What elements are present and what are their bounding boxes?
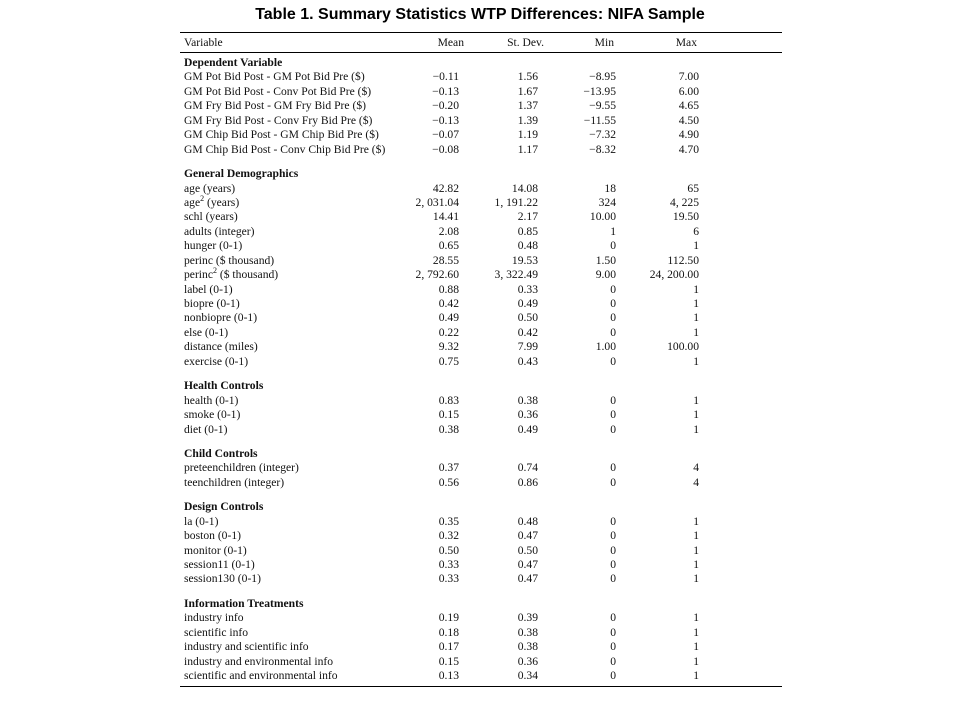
table-row (180, 210, 782, 224)
st-dev-value: 19.53 (511, 253, 538, 267)
table-row (180, 408, 782, 422)
st-dev-value: 1.39 (517, 113, 538, 127)
variable-label (184, 114, 372, 128)
mean-value: 0.18 (438, 625, 459, 639)
table-row (180, 611, 782, 625)
min-value: 0 (610, 611, 616, 625)
variable-label (184, 394, 238, 408)
mean-value: 0.56 (438, 475, 459, 489)
section-title-row (180, 447, 782, 461)
min-value: 0 (610, 422, 616, 436)
st-dev-value: 0.38 (517, 640, 538, 654)
min-value: 0 (610, 514, 616, 528)
variable-label-text: teenchildren (integer) (184, 475, 285, 489)
variable-label (184, 423, 227, 437)
mean-value: 9.32 (438, 340, 459, 354)
min-value: 0 (610, 543, 616, 557)
variable-label (184, 239, 242, 253)
section-title: General Demographics (184, 167, 299, 181)
mean-value: 0.49 (438, 311, 459, 325)
table-row (180, 423, 782, 437)
table-row (180, 529, 782, 543)
max-value: 6.00 (678, 84, 699, 98)
max-value: 1 (693, 514, 699, 528)
mean-value: 2, 792.60 (415, 268, 459, 282)
st-dev-value: 1, 191.22 (494, 195, 538, 209)
section-title: Health Controls (184, 379, 264, 393)
min-value: 0 (610, 408, 616, 422)
st-dev-value: 0.49 (517, 422, 538, 436)
st-dev-value: 1.17 (517, 142, 538, 156)
variable-label (184, 626, 248, 640)
st-dev-value: 7.99 (517, 340, 538, 354)
st-dev-value: 0.38 (517, 393, 538, 407)
table-row (180, 128, 782, 142)
st-dev-value: 14.08 (511, 181, 538, 195)
section-title: Child Controls (184, 446, 258, 460)
header-mean: Mean (437, 36, 464, 49)
min-value: −8.32 (589, 142, 616, 156)
mean-value: −0.11 (432, 70, 459, 84)
variable-label (184, 268, 278, 282)
max-value: 1 (693, 543, 699, 557)
table-row (180, 394, 782, 408)
variable-label-text: GM Fry Bid Post - Conv Fry Bid Pre ($) (184, 113, 373, 127)
mean-value: 42.82 (432, 181, 459, 195)
table-row (180, 640, 782, 654)
mean-value: 2, 031.04 (415, 195, 459, 209)
max-value: 4 (693, 475, 699, 489)
section-gap (180, 587, 782, 597)
max-value: 112.50 (667, 253, 699, 267)
max-value: 1 (693, 239, 699, 253)
st-dev-value: 2.17 (517, 210, 538, 224)
mean-value: −0.07 (432, 128, 459, 142)
section-title-row (180, 167, 782, 181)
variable-label-text: scientific and environmental info (184, 669, 338, 683)
variable-label (184, 611, 244, 625)
section-gap (180, 157, 782, 167)
section-title-row (180, 500, 782, 514)
st-dev-value: 0.48 (517, 239, 538, 253)
table-bottom-rule (180, 686, 782, 687)
table-body (180, 56, 782, 684)
mean-value: 0.22 (438, 325, 459, 339)
table-row (180, 655, 782, 669)
variable-label (184, 572, 261, 586)
table-row (180, 239, 782, 253)
variable-label-text: schl (years) (184, 210, 238, 224)
mean-value: 0.50 (438, 543, 459, 557)
variable-label-text: perinc ($ thousand) (184, 253, 275, 267)
mean-value: 0.35 (438, 514, 459, 528)
min-value: 1.00 (595, 340, 616, 354)
max-value: 19.50 (672, 210, 699, 224)
max-value: 1 (693, 282, 699, 296)
max-value: 1 (693, 640, 699, 654)
variable-label-text: preteenchildren (integer) (184, 461, 299, 475)
mean-value: 0.15 (438, 408, 459, 422)
variable-label-text: biopre (0-1) (184, 297, 240, 310)
section-title: Design Controls (184, 500, 264, 514)
variable-label-text: age (184, 195, 201, 209)
section-gap (180, 369, 782, 379)
st-dev-value: 0.38 (517, 625, 538, 639)
min-value: −11.55 (583, 113, 616, 127)
variable-label (184, 85, 371, 99)
max-value: 1 (693, 625, 699, 639)
variable-label (184, 640, 309, 654)
variable-label-text: industry info (184, 611, 244, 625)
min-value: 324 (598, 195, 616, 209)
mean-value: 14.41 (432, 210, 459, 224)
min-value: 10.00 (589, 210, 616, 224)
max-value: 4.65 (678, 99, 699, 113)
mean-value: 0.37 (438, 461, 459, 475)
table-row (180, 182, 782, 196)
min-value: 1 (610, 224, 616, 238)
variable-label (184, 408, 240, 422)
table-header-row (180, 36, 782, 50)
min-value: 9.00 (595, 268, 616, 282)
variable-label-text: GM Pot Bid Post - Conv Pot Bid Pre ($) (184, 84, 372, 98)
variable-label-text: monitor (0-1) (184, 543, 247, 557)
variable-label-text: session11 (0-1) (184, 558, 255, 571)
variable-label (184, 669, 338, 683)
min-value: −13.95 (583, 84, 616, 98)
max-value: 1 (693, 654, 699, 668)
variable-label (184, 558, 255, 572)
variable-label-text: else (0-1) (184, 325, 229, 339)
st-dev-value: 0.47 (517, 558, 538, 571)
min-value: −9.55 (589, 99, 616, 113)
variable-label (184, 196, 239, 210)
variable-label-text: industry and environmental info (184, 654, 334, 668)
max-value: 1 (693, 669, 699, 683)
variable-label-text: industry and scientific info (184, 640, 309, 654)
variable-label-text: health (0-1) (184, 393, 239, 407)
variable-label-text: session130 (0-1) (184, 572, 261, 586)
table-row (180, 196, 782, 210)
st-dev-value: 0.47 (517, 529, 538, 543)
max-value: 1 (693, 311, 699, 325)
min-value: 1.50 (595, 253, 616, 267)
variable-label-text: GM Fry Bid Post - GM Fry Bid Pre ($) (184, 99, 366, 113)
st-dev-value: 1.56 (517, 70, 538, 84)
mean-value: 0.75 (438, 354, 459, 368)
st-dev-value: 0.34 (517, 669, 538, 683)
mean-value: −0.08 (432, 142, 459, 156)
variable-label (184, 70, 365, 84)
mean-value: −0.13 (432, 113, 459, 127)
variable-label (184, 655, 333, 669)
table-row (180, 355, 782, 369)
variable-label-unit: ($ thousand) (216, 268, 279, 282)
max-value: 100.00 (667, 340, 699, 354)
st-dev-value: 0.85 (517, 224, 538, 238)
variable-label (184, 461, 299, 475)
mean-value: 28.55 (432, 253, 459, 267)
table-row (180, 85, 782, 99)
variable-label (184, 99, 366, 113)
min-value: 0 (610, 640, 616, 654)
table-row (180, 461, 782, 475)
mean-value: 0.65 (438, 239, 459, 253)
variable-label-text: GM Chip Bid Post - Conv Chip Bid Pre ($) (184, 142, 386, 156)
max-value: 4 (693, 461, 699, 475)
max-value: 4.90 (678, 128, 699, 142)
variable-label-text: scientific info (184, 625, 249, 639)
table-row (180, 572, 782, 586)
mean-value: −0.20 (432, 99, 459, 113)
variable-label (184, 182, 235, 196)
min-value: 0 (610, 475, 616, 489)
st-dev-value: 0.86 (517, 475, 538, 489)
table-row (180, 283, 782, 297)
section-title: Information Treatments (184, 596, 304, 610)
section-title-row (180, 56, 782, 70)
section-title: Dependent Variable (184, 56, 283, 69)
max-value: 1 (693, 529, 699, 543)
max-value: 1 (693, 408, 699, 422)
variable-label (184, 476, 284, 490)
mean-value: 0.15 (438, 654, 459, 668)
min-value: 0 (610, 669, 616, 683)
mean-value: 0.17 (438, 640, 459, 654)
mean-value: 0.33 (438, 572, 459, 586)
variable-label (184, 128, 379, 142)
variable-label (184, 297, 240, 311)
table-row (180, 268, 782, 282)
max-value: 1 (693, 297, 699, 310)
max-value: 1 (693, 393, 699, 407)
max-value: 1 (693, 422, 699, 436)
min-value: 0 (610, 461, 616, 475)
mean-value: 0.13 (438, 669, 459, 683)
max-value: 1 (693, 572, 699, 586)
mean-value: 0.32 (438, 529, 459, 543)
variable-label (184, 225, 255, 239)
summary-statistics-table (180, 32, 782, 687)
max-value: 6 (693, 224, 699, 238)
table-row (180, 70, 782, 84)
max-value: 4, 225 (670, 195, 699, 209)
max-value: 7.00 (678, 70, 699, 84)
mean-value: 0.42 (438, 297, 459, 310)
mean-value: −0.13 (432, 84, 459, 98)
table-row (180, 225, 782, 239)
table-row (180, 476, 782, 490)
variable-label-text: la (0-1) (184, 514, 219, 528)
variable-label (184, 283, 233, 297)
table-row (180, 254, 782, 268)
table-header-rule (180, 52, 782, 53)
min-value: 0 (610, 354, 616, 368)
max-value: 4.50 (678, 113, 699, 127)
variable-label (184, 210, 238, 224)
min-value: −7.32 (589, 128, 616, 142)
st-dev-value: 1.67 (517, 84, 538, 98)
variable-label (184, 544, 247, 558)
min-value: −8.95 (589, 70, 616, 84)
header-max: Max (675, 36, 697, 49)
st-dev-value: 0.47 (517, 572, 538, 586)
variable-label-text: smoke (0-1) (184, 408, 241, 422)
header-variable: Variable (184, 36, 223, 49)
max-value: 1 (693, 611, 699, 625)
min-value: 0 (610, 297, 616, 310)
variable-label (184, 143, 385, 157)
max-value: 1 (693, 325, 699, 339)
max-value: 24, 200.00 (649, 268, 699, 282)
table-row (180, 114, 782, 128)
min-value: 0 (610, 558, 616, 571)
page-title: Table 1. Summary Statistics WTP Differences: NIFA Sample (255, 6, 705, 23)
min-value: 0 (610, 311, 616, 325)
st-dev-value: 1.19 (517, 128, 538, 142)
variable-label-text: perinc (184, 268, 213, 282)
st-dev-value: 0.43 (517, 354, 538, 368)
st-dev-value: 0.36 (517, 654, 538, 668)
section-gap (180, 490, 782, 500)
variable-label (184, 355, 248, 369)
max-value: 65 (687, 181, 699, 195)
variable-label (184, 340, 258, 354)
st-dev-value: 0.50 (517, 543, 538, 557)
table-top-rule (180, 32, 782, 33)
st-dev-value: 0.48 (517, 514, 538, 528)
min-value: 0 (610, 325, 616, 339)
st-dev-value: 0.50 (517, 311, 538, 325)
table-row (180, 669, 782, 683)
st-dev-value: 3, 322.49 (494, 268, 538, 282)
min-value: 0 (610, 529, 616, 543)
mean-value: 0.38 (438, 422, 459, 436)
table-row (180, 326, 782, 340)
variable-label-superscript: 2 (212, 266, 217, 276)
section-gap (180, 437, 782, 447)
table-row (180, 558, 782, 572)
variable-label (184, 515, 218, 529)
st-dev-value: 1.37 (517, 99, 538, 113)
min-value: 0 (610, 393, 616, 407)
min-value: 0 (610, 625, 616, 639)
st-dev-value: 0.33 (517, 282, 538, 296)
variable-label-text: GM Chip Bid Post - GM Chip Bid Pre ($) (184, 128, 379, 142)
mean-value: 0.88 (438, 282, 459, 296)
mean-value: 0.83 (438, 393, 459, 407)
mean-value: 0.33 (438, 558, 459, 571)
section-title-row (180, 379, 782, 393)
variable-label-text: hunger (0-1) (184, 239, 243, 253)
table-row (180, 626, 782, 640)
mean-value: 0.19 (438, 611, 459, 625)
st-dev-value: 0.49 (517, 297, 538, 310)
variable-label (184, 311, 257, 325)
variable-label (184, 254, 274, 268)
st-dev-value: 0.39 (517, 611, 538, 625)
table-row (180, 143, 782, 157)
min-value: 0 (610, 572, 616, 586)
table-row (180, 311, 782, 325)
variable-label-text: label (0-1) (184, 282, 233, 296)
variable-label-text: exercise (0-1) (184, 354, 249, 368)
header-st-dev: St. Dev. (507, 36, 544, 49)
variable-label-unit: (years) (204, 195, 240, 209)
variable-label-text: nonbiopre (0-1) (184, 311, 258, 325)
variable-label-text: adults (integer) (184, 224, 255, 238)
st-dev-value: 0.36 (517, 408, 538, 422)
max-value: 1 (693, 558, 699, 571)
header-min: Min (594, 36, 614, 49)
variable-label-text: boston (0-1) (184, 529, 241, 543)
variable-label-text: GM Pot Bid Post - GM Pot Bid Pre ($) (184, 70, 365, 84)
table-row (180, 515, 782, 529)
table-row (180, 99, 782, 113)
min-value: 0 (610, 282, 616, 296)
st-dev-value: 0.74 (517, 461, 538, 475)
min-value: 0 (610, 239, 616, 253)
max-value: 4.70 (678, 142, 699, 156)
max-value: 1 (693, 354, 699, 368)
variable-label (184, 326, 228, 340)
variable-label-text: age (years) (184, 181, 236, 195)
table-row (180, 544, 782, 558)
min-value: 18 (604, 181, 616, 195)
table-row (180, 340, 782, 354)
mean-value: 2.08 (438, 224, 459, 238)
table-row (180, 297, 782, 311)
min-value: 0 (610, 654, 616, 668)
variable-label-superscript: 2 (200, 194, 205, 204)
section-title-row (180, 597, 782, 611)
variable-label-text: distance (miles) (184, 340, 258, 354)
st-dev-value: 0.42 (517, 325, 538, 339)
variable-label-text: diet (0-1) (184, 422, 228, 436)
variable-label (184, 529, 241, 543)
